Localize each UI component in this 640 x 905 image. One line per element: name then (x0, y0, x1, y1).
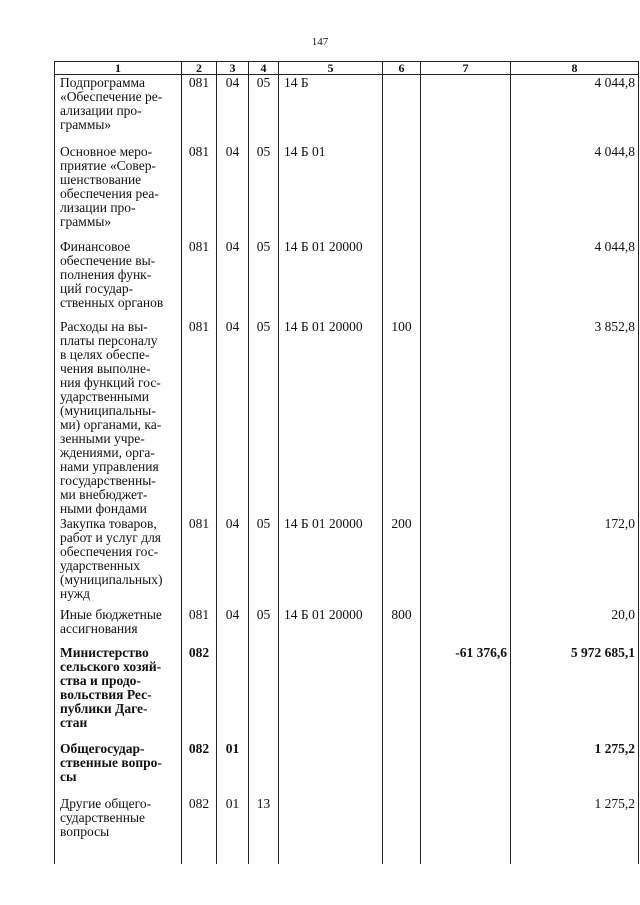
cell-rz (217, 144, 249, 239)
table-row (55, 319, 639, 516)
cell-pr (249, 607, 279, 645)
cell-csr-text: 14 Б 01 20000 (284, 238, 363, 254)
cell-name-text: Закупка товаров, работ и услуг для обеспечения гос- ударственных (муниципальных) нужд (60, 515, 163, 601)
cell-ved-text: 081 (188, 606, 210, 622)
cell-name-text: Министерство сельского хозяй- ства и продо- вольствия Рес- публики Даге- стан (60, 644, 162, 730)
cell-sum (511, 796, 639, 864)
cell-rz (217, 741, 249, 796)
cell-name-text: Финансовое обеспечение вы- полнения функ- ций государ- ственных органов (60, 238, 164, 310)
table-row (55, 144, 639, 239)
cell-vr (383, 75, 421, 144)
cell-change-text: -61 376,6 (455, 644, 507, 660)
cell-pr (249, 239, 279, 319)
cell-ved (182, 516, 217, 607)
cell-ved-text: 081 (188, 238, 210, 254)
cell-pr (249, 741, 279, 796)
cell-vr-text: 100 (391, 318, 412, 334)
cell-change (421, 516, 511, 607)
cell-sum-text: 1 275,2 (594, 740, 635, 756)
cell-ved-text: 081 (188, 318, 210, 334)
cell-vr (383, 239, 421, 319)
cell-ved-text: 082 (188, 644, 210, 660)
cell-rz-text: 04 (225, 515, 240, 531)
cell-csr (279, 239, 383, 319)
cell-change (421, 319, 511, 516)
cell-sum (511, 319, 639, 516)
cell-pr-text: 05 (256, 318, 271, 334)
cell-vr-text: 200 (391, 515, 412, 531)
cell-csr (279, 796, 383, 864)
table-row (55, 607, 639, 645)
cell-pr (249, 75, 279, 144)
cell-sum-text: 20,0 (611, 606, 635, 622)
table-body (55, 75, 639, 864)
cell-ved (182, 75, 217, 144)
cell-sum (511, 239, 639, 319)
cell-pr (249, 796, 279, 864)
budget-table (54, 61, 639, 864)
cell-pr-text: 05 (256, 515, 271, 531)
cell-rz (217, 239, 249, 319)
cell-change (421, 607, 511, 645)
cell-csr (279, 607, 383, 645)
cell-vr (383, 319, 421, 516)
cell-pr-text: 05 (256, 143, 271, 159)
cell-ved (182, 319, 217, 516)
cell-name-text: Другие общего- сударственные вопросы (60, 795, 152, 839)
cell-ved-text: 081 (188, 75, 210, 90)
cell-name (55, 239, 182, 319)
cell-sum-text: 4 044,8 (594, 75, 635, 90)
column-header: 7 (421, 62, 511, 75)
cell-rz (217, 75, 249, 144)
cell-pr (249, 144, 279, 239)
table-row (55, 796, 639, 864)
cell-sum (511, 144, 639, 239)
cell-ved (182, 645, 217, 741)
cell-rz-text: 04 (225, 75, 240, 90)
cell-sum-text: 172,0 (604, 515, 635, 531)
cell-sum-text: 1 275,2 (594, 795, 635, 811)
cell-name-text: Общегосудар- ственные вопро- сы (60, 740, 162, 784)
cell-csr-text: 14 Б 01 20000 (284, 515, 363, 531)
cell-sum-text: 3 852,8 (594, 318, 635, 334)
cell-change (421, 796, 511, 864)
cell-csr (279, 645, 383, 741)
cell-csr-text: 14 Б 01 20000 (284, 606, 363, 622)
cell-rz-text: 04 (225, 238, 240, 254)
cell-csr-text: 14 Б 01 20000 (284, 318, 363, 334)
column-header: 5 (279, 62, 383, 75)
cell-vr (383, 516, 421, 607)
cell-vr (383, 144, 421, 239)
cell-rz (217, 319, 249, 516)
cell-rz-text: 01 (225, 795, 240, 811)
cell-name (55, 741, 182, 796)
cell-ved-text: 081 (188, 515, 210, 531)
cell-rz (217, 796, 249, 864)
cell-csr (279, 75, 383, 144)
column-header: 4 (249, 62, 279, 75)
cell-ved-text: 082 (188, 795, 210, 811)
cell-ved (182, 239, 217, 319)
cell-csr (279, 319, 383, 516)
cell-rz (217, 516, 249, 607)
cell-name-text: Иные бюджетные ассигнования (60, 606, 162, 636)
cell-vr (383, 796, 421, 864)
column-header: 2 (182, 62, 217, 75)
cell-change (421, 741, 511, 796)
cell-sum (511, 75, 639, 144)
cell-sum-text: 4 044,8 (594, 238, 635, 254)
cell-name (55, 144, 182, 239)
cell-pr (249, 516, 279, 607)
cell-sum-text: 4 044,8 (594, 143, 635, 159)
table-row (55, 645, 639, 741)
cell-name (55, 645, 182, 741)
cell-pr-text: 05 (256, 75, 271, 90)
table-row (55, 516, 639, 607)
cell-sum-text: 5 972 685,1 (570, 644, 635, 660)
cell-change (421, 645, 511, 741)
cell-rz-text: 04 (225, 606, 240, 622)
cell-name-text: Расходы на вы- платы персоналу в целях обеспе- чения выполне- ния функций гос- ударственными (муниципальны- ми) органами, ка- зенными учре- ждениями, орга- нами управления государственны- ми внебюджет- ными фондами (60, 318, 162, 516)
table-row (55, 741, 639, 796)
cell-ved (182, 607, 217, 645)
cell-csr-text: 14 Б (284, 75, 309, 90)
cell-sum (511, 607, 639, 645)
column-header: 1 (55, 62, 182, 75)
cell-change (421, 144, 511, 239)
cell-pr (249, 319, 279, 516)
column-header: 6 (383, 62, 421, 75)
cell-pr (249, 645, 279, 741)
cell-sum (511, 516, 639, 607)
cell-vr (383, 741, 421, 796)
cell-name-text: Подпрограмма «Обеспечение ре- ализации про- граммы» (60, 75, 163, 132)
cell-sum (511, 741, 639, 796)
cell-name (55, 75, 182, 144)
cell-name-text: Основное меро- приятие «Совер- шенствование обеспечения реа- лизации про- граммы» (60, 143, 159, 229)
cell-name (55, 607, 182, 645)
cell-vr (383, 607, 421, 645)
page-number: 147 (311, 36, 329, 48)
cell-ved-text: 082 (188, 740, 210, 756)
cell-rz (217, 645, 249, 741)
column-header: 3 (217, 62, 249, 75)
cell-csr (279, 516, 383, 607)
column-header: 8 (511, 62, 639, 75)
cell-name (55, 796, 182, 864)
cell-csr (279, 741, 383, 796)
cell-rz-text: 04 (225, 143, 240, 159)
table-row (55, 239, 639, 319)
cell-csr (279, 144, 383, 239)
cell-name (55, 516, 182, 607)
cell-csr-text: 14 Б 01 (284, 143, 326, 159)
header-row (55, 62, 639, 75)
cell-rz-text: 04 (225, 318, 240, 334)
table-row (55, 75, 639, 144)
cell-pr-text: 05 (256, 606, 271, 622)
cell-pr-text: 13 (256, 795, 271, 811)
cell-sum (511, 645, 639, 741)
cell-vr-text: 800 (391, 606, 412, 622)
cell-ved-text: 081 (188, 143, 210, 159)
cell-name (55, 319, 182, 516)
cell-vr (383, 645, 421, 741)
cell-ved (182, 144, 217, 239)
cell-ved (182, 741, 217, 796)
cell-rz (217, 607, 249, 645)
cell-pr-text: 05 (256, 238, 271, 254)
cell-change (421, 239, 511, 319)
cell-change (421, 75, 511, 144)
cell-rz-text: 01 (225, 740, 240, 756)
cell-ved (182, 796, 217, 864)
